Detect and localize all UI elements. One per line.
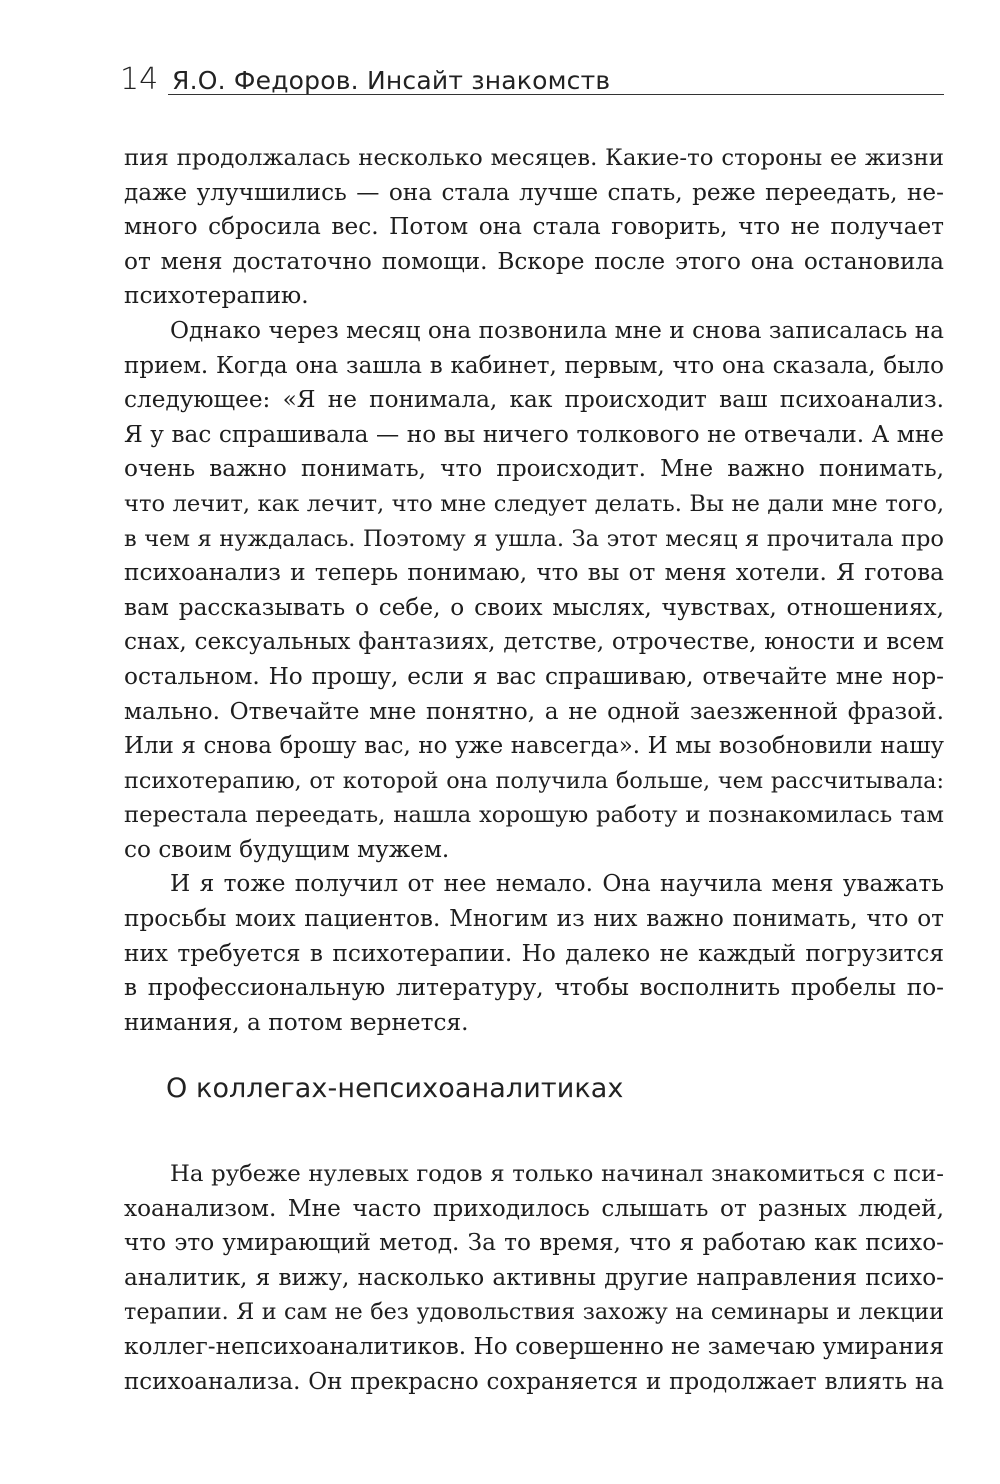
text-line: коллег-непсихоаналитиков. Но совершенно не замечаю умирания: [124, 1332, 945, 1360]
header-rule: [168, 94, 944, 95]
text-line: хоанализом. Мне часто приходилось слышать от разных людей,: [124, 1194, 944, 1222]
text-line: психотерапию, от которой она получила больше, чем рассчитывала:: [124, 767, 944, 794]
text-line: вам рассказывать о себе, о своих мыслях, чувствах, отношениях,: [124, 593, 944, 621]
text-line: снах, сексуальных фантазиях, детстве, отрочестве, юности и всем: [124, 628, 944, 656]
text-line: даже улучшились — она стала лучше спать, реже переедать, не-: [124, 178, 944, 206]
text-line: что это умирающий метод. За то время, что я работаю как психо-: [124, 1229, 944, 1257]
text-line: очень важно понимать, что происходит. Мне важно понимать,: [124, 455, 944, 483]
text-line: мально. Отвечайте мне понятно, а не одной заезженной фразой.: [124, 697, 944, 725]
paragraph: [124, 141, 944, 314]
text-line: психоанализа. Он прекрасно сохраняется и продолжает влиять на: [124, 1368, 944, 1395]
text-line: в профессиональную литературу, чтобы восполнить пробелы по-: [124, 974, 944, 1002]
text-line: На рубеже нулевых годов я только начинал знакомиться с пси-: [170, 1161, 944, 1187]
text-line: перестала переедать, нашла хорошую работу и познакомилась там: [124, 802, 944, 829]
text-line: Однако через месяц она позвонила мне и снова записалась на: [170, 316, 944, 344]
running-header: [120, 58, 944, 100]
text-line: терапии. Я и сам не без удовольствия захожу на семинары и лекции: [124, 1299, 944, 1326]
body-text-top: [124, 141, 944, 1040]
paragraph: [124, 314, 944, 868]
text-line: И я тоже получил от нее немало. Она научила меня уважать: [170, 870, 944, 898]
text-line: в чем я нуждалась. Поэтому я ушла. За этот месяц я прочитала про: [124, 525, 944, 552]
running-title: Я.О. Федоров. Инсайт знакомств: [172, 66, 611, 95]
paragraph: [124, 867, 944, 1040]
text-line: Я у вас спрашивала — но вы ничего толкового не отвечали. А мне: [124, 420, 944, 448]
text-line: нимания, а потом вернется.: [124, 1008, 469, 1036]
body-text-bottom: [124, 1157, 944, 1399]
text-line: Или я снова брошу вас, но уже навсегда». И мы возобновили нашу: [124, 733, 944, 760]
paragraph: [124, 1157, 944, 1399]
text-line: прием. Когда она зашла в кабинет, первым, что она сказала, было: [124, 352, 944, 379]
text-line: психоанализ и теперь понимаю, что вы от меня хотели. Я готова: [124, 559, 944, 587]
text-line: них требуется в психотерапии. Но далеко не каждый погрузится: [124, 939, 944, 967]
text-line: просьбы моих пациентов. Многим из них важно понимать, что от: [124, 905, 944, 933]
text-line: что лечит, как лечит, что мне следует делать. Вы не дали мне того,: [124, 490, 944, 517]
page-number: 14: [120, 62, 159, 97]
text-line: от меня достаточно помощи. Вскоре после этого она остановила: [124, 247, 944, 275]
text-line: аналитик, я вижу, насколько активны другие направления психо-: [124, 1263, 944, 1291]
text-line: следующее: «Я не понимала, как происходит ваш психоанализ.: [124, 386, 944, 414]
text-line: пия продолжалась несколько месяцев. Какие-то стороны ее жизни: [124, 145, 944, 171]
text-line: со своим будущим мужем.: [124, 835, 450, 863]
text-line: остальном. Но прошу, если я вас спрашиваю, отвечайте мне нор-: [124, 662, 944, 690]
text-line: психотерапию.: [124, 282, 309, 310]
text-line: много сбросила вес. Потом она стала говорить, что не получает: [124, 213, 944, 241]
section-heading: О коллегах-непсихоаналитиках: [166, 1073, 624, 1104]
